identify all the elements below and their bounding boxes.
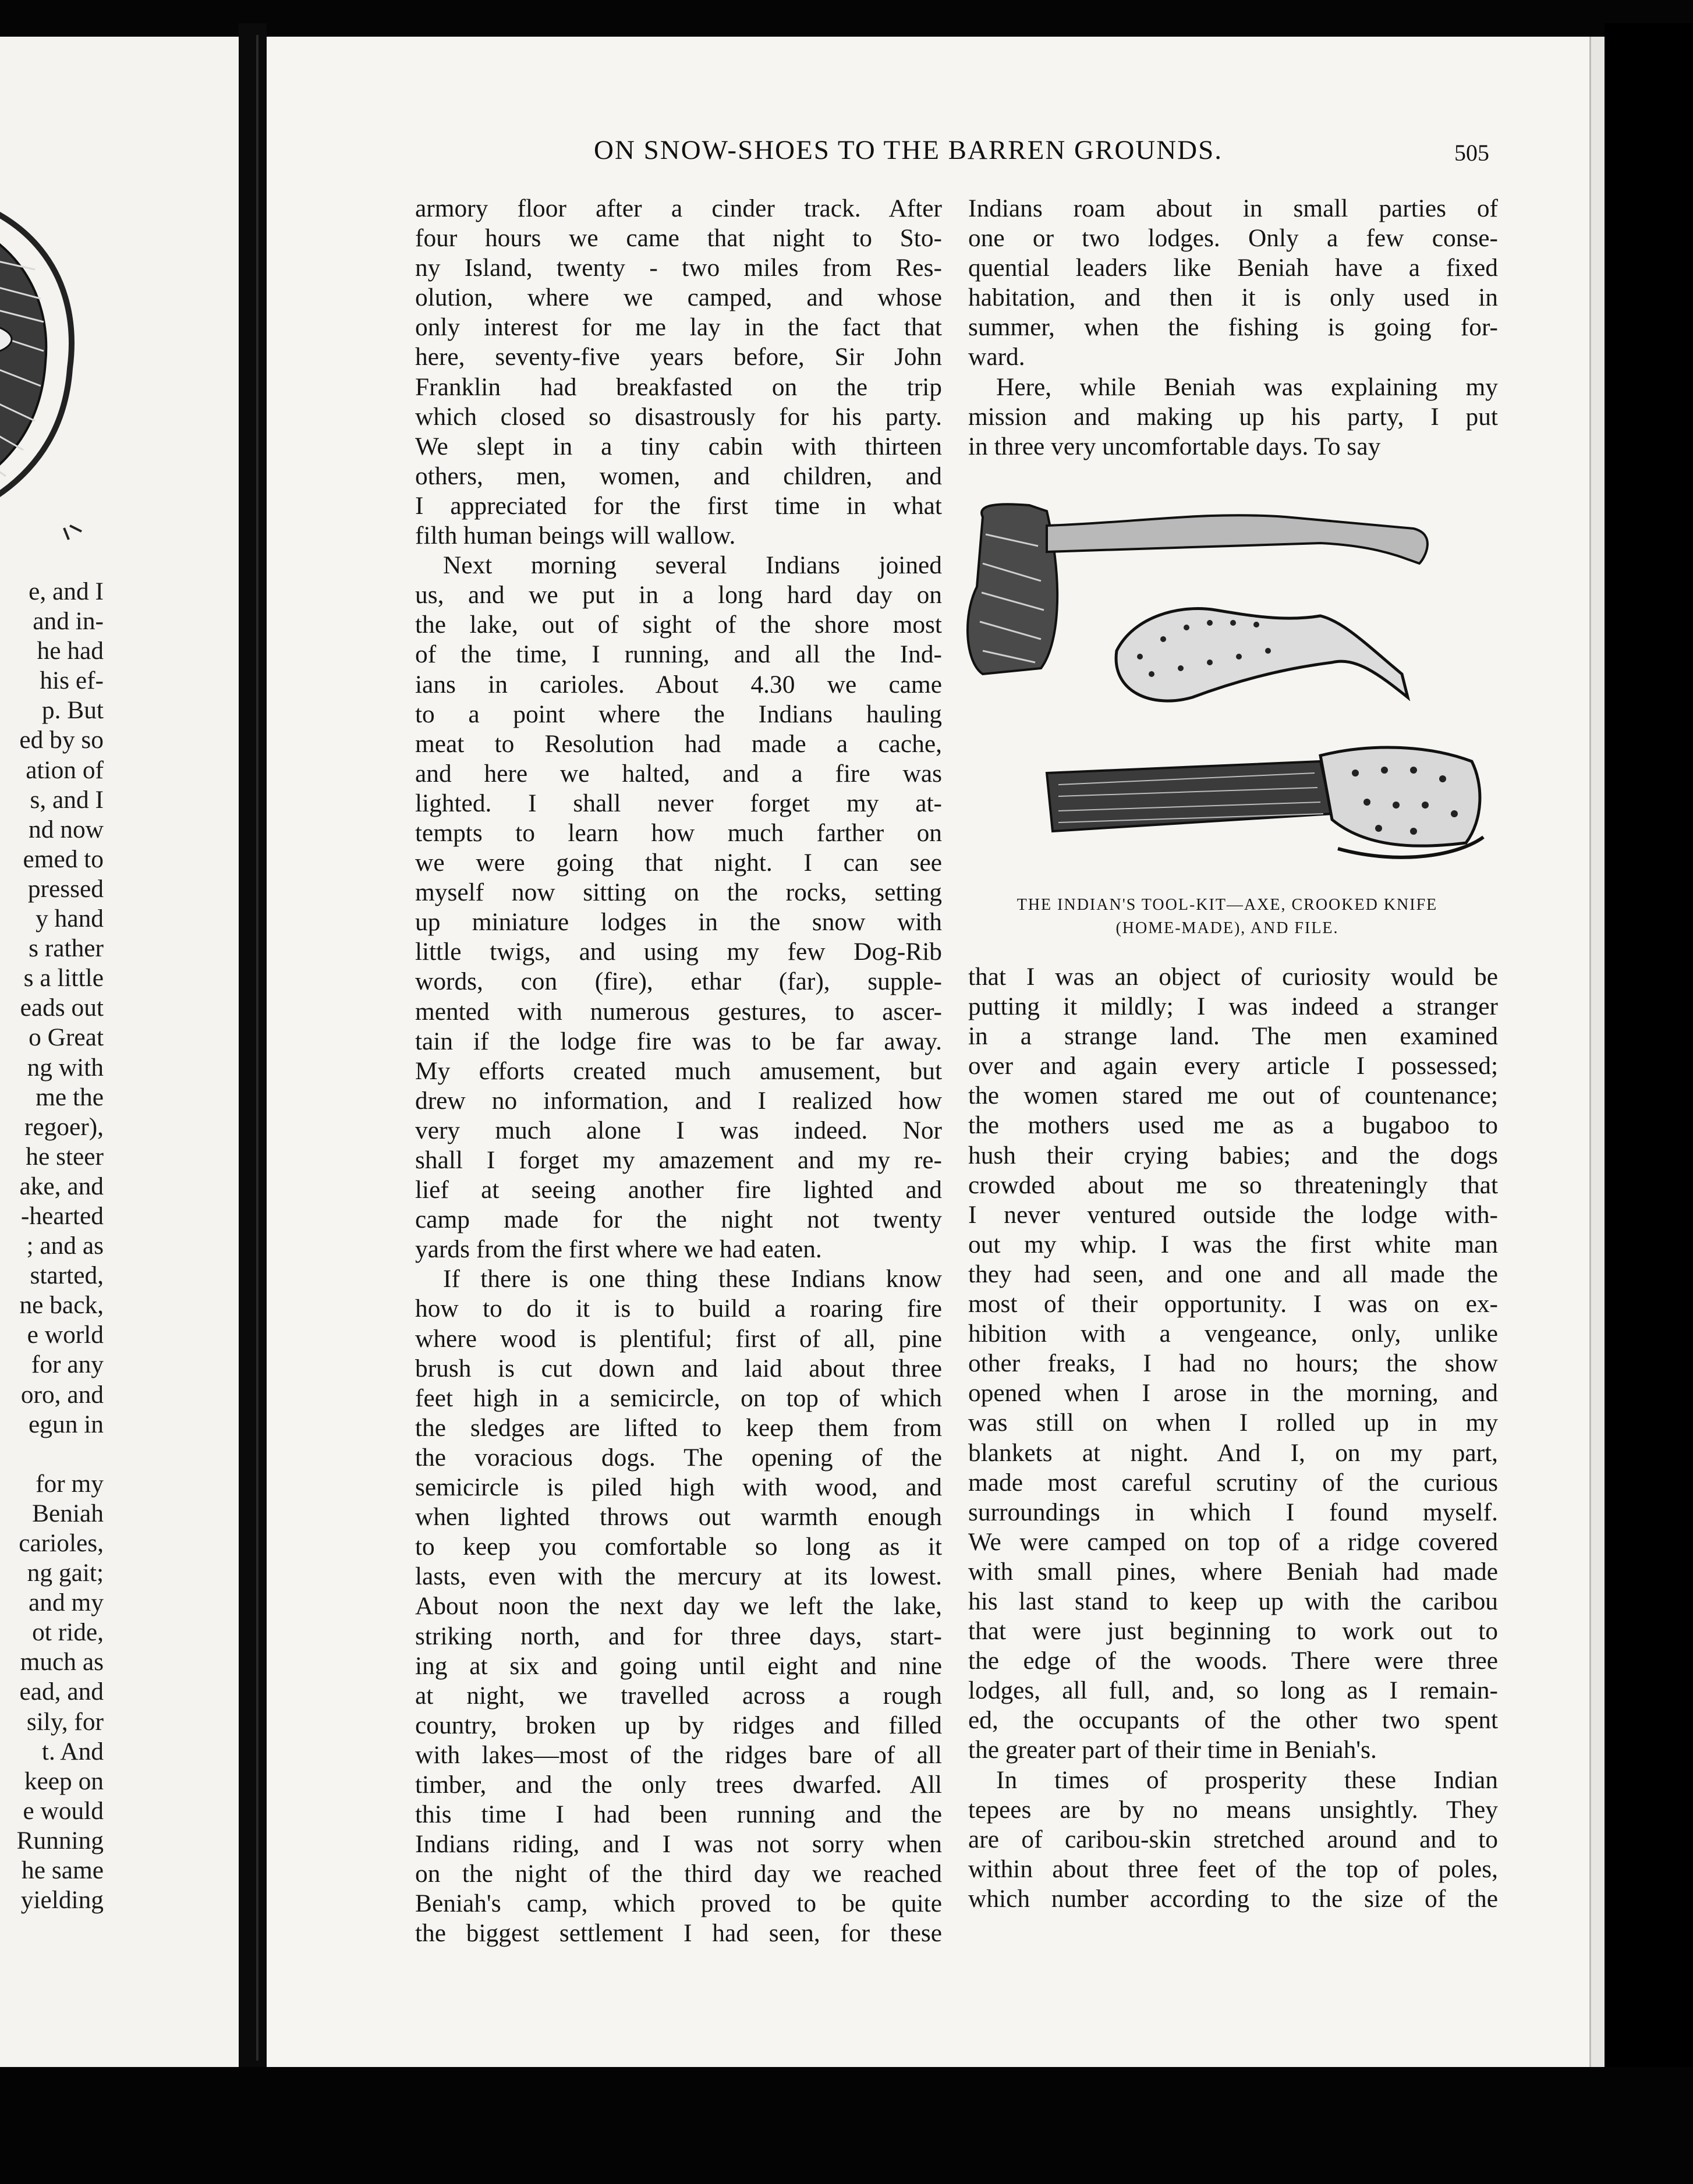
text-line: up miniature lodges in the snow with <box>415 908 942 937</box>
text-line: and here we halted, and a fire was <box>415 759 942 788</box>
text-line: lodges, all full, and, so long as I remain- <box>968 1676 1498 1705</box>
fragment-line: eads out <box>20 994 104 1022</box>
text-line: one or two lodges. Only a few conse- <box>968 224 1498 253</box>
text-line: very much alone I was indeed. Nor <box>415 1116 942 1144</box>
text-line: the edge of the woods. There were three <box>968 1647 1498 1675</box>
fragment-line: his ef- <box>40 666 104 695</box>
fragment-line: he same <box>22 1856 104 1885</box>
fragment-line: Beniah <box>32 1499 104 1527</box>
text-line: I never ventured outside the lodge with- <box>968 1200 1498 1229</box>
text-column-right-top <box>968 194 1498 462</box>
fragment-line <box>0 1440 104 1469</box>
text-line: olution, where we camped, and whose <box>415 283 942 312</box>
text-column-left <box>415 194 942 1949</box>
text-line: lasts, even with the mercury at its lowest. <box>415 1562 942 1591</box>
text-line: My efforts created much amusement, but <box>415 1056 942 1085</box>
text-line: how to do it is to build a roaring fire <box>415 1295 942 1323</box>
fragment-line: regoer), <box>24 1112 104 1141</box>
text-line: the women stared me out of countenance; <box>968 1082 1498 1110</box>
text-line: over and again every article I possessed; <box>968 1052 1498 1080</box>
text-line: Franklin had breakfasted on the trip <box>415 373 942 401</box>
text-line: striking north, and for three days, start- <box>415 1622 942 1650</box>
text-line: timber, and the only trees dwarfed. All <box>415 1770 942 1799</box>
text-line: brush is cut down and laid about three <box>415 1354 942 1382</box>
text-line: we were going that night. I can see <box>415 849 942 877</box>
text-line: I appreciated for the first time in what <box>415 491 942 520</box>
fragment-line: ed by so <box>19 726 104 754</box>
text-line: others, men, women, and children, and <box>415 462 942 490</box>
text-line: four hours we came that night to Sto- <box>415 224 942 253</box>
fragment-line: and in- <box>33 607 104 636</box>
text-line: Next morning several Indians joined <box>443 551 942 580</box>
fragment-line: ne back, <box>19 1291 104 1320</box>
text-line: within about three feet of the top of poles, <box>968 1855 1498 1883</box>
text-line: habitation, and then it is only used in <box>968 283 1498 312</box>
page-gutter <box>239 23 267 2072</box>
fragment-line: egun in <box>29 1410 104 1438</box>
text-line: us, and we put in a long hard day on <box>415 581 942 609</box>
text-line: tempts to learn how much farther on <box>415 818 942 847</box>
text-line: that were just beginning to work out to <box>968 1617 1498 1646</box>
fragment-line: e, and I <box>29 577 104 605</box>
left-page-text-fragments <box>0 577 104 1915</box>
text-line: ward. <box>968 343 1025 371</box>
text-line: country, broken up by ridges and filled <box>415 1711 942 1739</box>
fragment-line: carioles, <box>19 1529 104 1557</box>
fragment-line: Running <box>16 1826 104 1855</box>
text-line: putting it mildly; I was indeed a stranger <box>968 992 1498 1021</box>
text-line: only interest for me lay in the fact that <box>415 313 942 342</box>
text-line: ians in carioles. About 4.30 we came <box>415 670 942 699</box>
text-line: which closed so disastrously for his party. <box>415 402 942 431</box>
text-line: the lake, out of sight of the shore most <box>415 611 942 639</box>
page-number: 505 <box>1454 140 1489 166</box>
binding-line <box>256 35 258 2061</box>
tool-kit-illustration <box>959 470 1495 889</box>
text-line: summer, when the fishing is going for- <box>968 313 1498 342</box>
text-column-right-bottom <box>968 962 1498 1914</box>
text-line: shall I forget my amazement and my re- <box>415 1146 942 1174</box>
main-page <box>267 37 1605 2067</box>
text-line: crowded about me so threateningly that <box>968 1171 1498 1199</box>
text-line: Indians roam about in small parties of <box>968 194 1498 222</box>
fragment-line: he steer <box>26 1142 104 1171</box>
fragment-line: oro, and <box>20 1380 104 1409</box>
text-line: where wood is plentiful; first of all, pine <box>415 1324 942 1353</box>
text-line: are of caribou-skin stretched around and to <box>968 1825 1498 1853</box>
fragment-line: s, and I <box>30 785 104 814</box>
text-line: yards from the first where we had eaten. <box>415 1235 822 1264</box>
running-head: ON SNOW-SHOES TO THE BARREN GROUNDS. <box>594 135 1223 165</box>
text-line: mission and making up his party, I put <box>968 402 1498 431</box>
fragment-line: o Great <box>29 1023 104 1052</box>
fragment-line: -hearted <box>20 1201 104 1230</box>
fragment-line: s rather <box>29 934 104 963</box>
fragment-line: ng with <box>27 1053 104 1082</box>
text-line: feet high in a semicircle, on top of which <box>415 1384 942 1412</box>
crooked-knife-drawing <box>1116 609 1408 701</box>
text-line: little twigs, and using my few Dog-Rib <box>415 938 942 966</box>
fragment-line: ation of <box>26 756 104 784</box>
text-line: If there is one thing these Indians know <box>443 1265 942 1293</box>
text-line: lighted. I shall never forget my at- <box>415 789 942 817</box>
text-line: words, con (fire), ethar (far), supple- <box>415 967 942 996</box>
fragment-line: t. And <box>41 1737 104 1765</box>
text-line: We slept in a tiny cabin with thirteen <box>415 432 942 460</box>
fragment-line: sily, for <box>26 1707 104 1736</box>
text-line: with small pines, where Beniah had made <box>968 1557 1498 1586</box>
text-line: filth human beings will wallow. <box>415 522 736 550</box>
page-edge <box>1589 37 1606 2067</box>
fragment-line: yielding <box>20 1886 104 1914</box>
text-line: myself now sitting on the rocks, setting <box>415 878 942 907</box>
caption-line-2: (HOME-MADE), AND FILE. <box>1115 919 1339 937</box>
text-line: lief at seeing another fire lighted and <box>415 1176 942 1204</box>
fragment-line: p. But <box>41 696 104 725</box>
text-line: mented with numerous gestures, to ascer- <box>415 997 942 1026</box>
text-line: on the night of the third day we reached <box>415 1860 942 1888</box>
fragment-line: he had <box>37 637 104 665</box>
text-line: they had seen, and one and all made the <box>968 1260 1498 1288</box>
text-line: at night, we travelled across a rough <box>415 1681 942 1710</box>
fragment-line: me the <box>36 1083 104 1111</box>
text-line: with lakes—most of the ridges bare of all <box>415 1740 942 1769</box>
text-line: tepees are by no means unsightly. They <box>968 1795 1498 1824</box>
text-line: camp made for the night not twenty <box>415 1206 942 1234</box>
text-line: of the time, I running, and all the Ind- <box>415 640 942 669</box>
text-line: most of their opportunity. I was on ex- <box>968 1290 1498 1318</box>
text-line: the mothers used me as a bugaboo to <box>968 1111 1498 1140</box>
fragment-line: and my <box>29 1589 104 1617</box>
text-line: which number according to the size of the <box>968 1884 1498 1913</box>
text-line: the sledges are lifted to keep them from <box>415 1413 942 1442</box>
text-line: out my whip. I was the first white man <box>968 1230 1498 1258</box>
fragment-line: pressed <box>27 874 104 903</box>
text-line: hush their crying babies; and the dogs <box>968 1141 1498 1169</box>
text-line: quential leaders like Beniah have a fixed <box>968 254 1498 282</box>
fragment-line: ng gait; <box>27 1559 104 1587</box>
caption-line-1: THE INDIAN'S TOOL-KIT—AXE, CROOKED KNIFE <box>1016 896 1438 914</box>
text-line: ed, the occupants of the other two spent <box>968 1706 1498 1735</box>
text-line: Indians riding, and I was not sorry when <box>415 1830 942 1859</box>
text-line: drew no information, and I realized how <box>415 1086 942 1115</box>
fragment-line: e world <box>27 1321 104 1349</box>
text-line: that I was an object of curiosity would be <box>968 963 1498 991</box>
text-line: his last stand to keep up with the caribou <box>968 1587 1498 1615</box>
text-line: Here, while Beniah was explaining my <box>996 373 1498 401</box>
fragment-line: y hand <box>36 905 104 933</box>
fragment-line: nd now <box>29 815 104 843</box>
text-line: the greater part of their time in Beniah's. <box>968 1736 1377 1764</box>
text-line: other freaks, I had no hours; the show <box>968 1349 1498 1378</box>
text-line: was still on when I rolled up in my <box>968 1409 1498 1437</box>
text-line: to keep you comfortable so long as it <box>415 1533 942 1561</box>
text-line: ing at six and going until eight and nine <box>415 1651 942 1680</box>
text-line: armory floor after a cinder track. After <box>415 194 942 222</box>
text-line: made most careful scrutiny of the curious <box>968 1468 1498 1497</box>
text-line: to a point where the Indians hauling <box>415 700 942 728</box>
text-line: here, seventy-five years before, Sir John <box>415 343 942 371</box>
text-line: opened when I arose in the morning, and <box>968 1379 1498 1407</box>
fragment-line: e would <box>23 1796 104 1825</box>
fragment-line: ; and as <box>26 1232 104 1260</box>
snowshoe-illustration <box>0 176 87 549</box>
text-line: blankets at night. And I, on my part, <box>968 1438 1498 1467</box>
text-line: meat to Resolution had made a cache, <box>415 729 942 758</box>
text-line: tain if the lodge fire was to be far away. <box>415 1027 942 1055</box>
background-bottom <box>0 2067 1693 2184</box>
text-line: the biggest settlement I had seen, for these <box>415 1919 942 1948</box>
fragment-line: ot ride, <box>32 1618 104 1647</box>
text-line: In times of prosperity these Indian <box>996 1765 1498 1794</box>
fragment-line: ake, and <box>19 1172 104 1200</box>
fragment-line: ead, and <box>19 1678 104 1706</box>
text-line: this time I had been running and the <box>415 1800 942 1829</box>
text-line: semicircle is piled high with wood, and <box>415 1473 942 1502</box>
fragment-line: for any <box>31 1350 104 1379</box>
left-page <box>0 37 239 2067</box>
text-line: in three very uncomfortable days. To say <box>968 432 1381 460</box>
text-line: surroundings in which I found myself. <box>968 1498 1498 1526</box>
fragment-line: for my <box>36 1469 104 1498</box>
file-drawing <box>1047 747 1483 857</box>
fragment-line: emed to <box>23 845 104 873</box>
fragment-line: started, <box>30 1261 104 1290</box>
fragment-line: keep on <box>24 1767 104 1795</box>
text-line: the voracious dogs. The opening of the <box>415 1443 942 1472</box>
text-line: We were camped on top of a ridge covered <box>968 1527 1498 1556</box>
text-line: when lighted throws out warmth enough <box>415 1503 942 1531</box>
fragment-line: s a little <box>23 964 104 992</box>
text-line: Beniah's camp, which proved to be quite <box>415 1889 942 1918</box>
fragment-line: much as <box>20 1648 104 1676</box>
figure-caption <box>965 894 1489 940</box>
text-line: in a strange land. The men examined <box>968 1022 1498 1051</box>
text-line: hibition with a vengeance, only, unlike <box>968 1320 1498 1348</box>
background-edge <box>1605 23 1693 2084</box>
text-line: ny Island, twenty - two miles from Res- <box>415 254 942 282</box>
text-line: About noon the next day we left the lake, <box>415 1592 942 1621</box>
